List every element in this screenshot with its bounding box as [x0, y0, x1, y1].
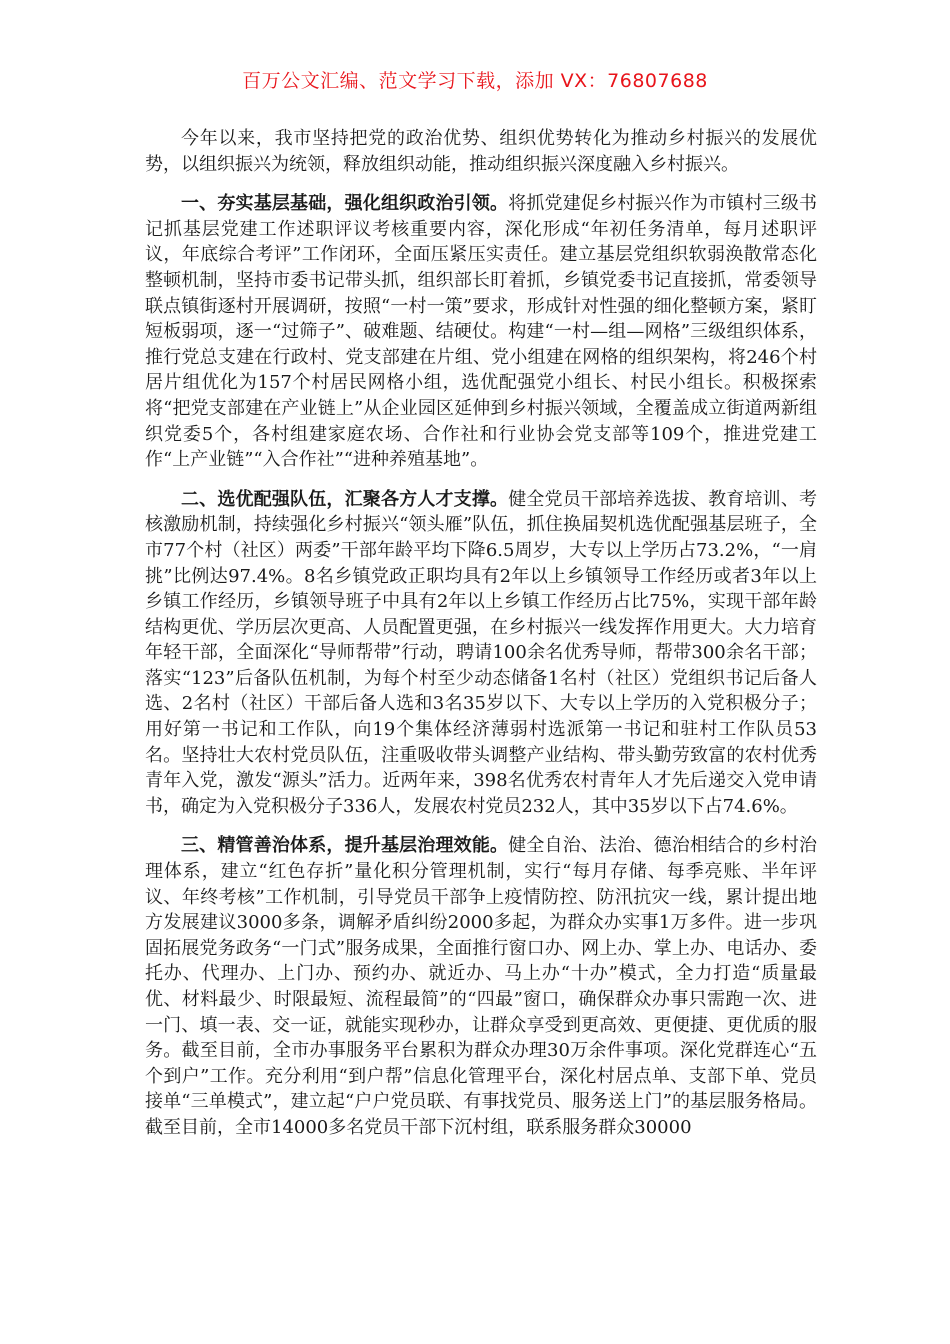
section-3-text: 健全自治、法治、德治相结合的乡村治理体系，建立“红色存折”量化积分管理机制，实行“每月存储、每季亮账、半年评议、年终考核”工作机制，引导党员干部争上疫情防控、防汛抗灾一线，累计提出地方发展建议3000多条，调解矛盾纠纷2000多起，为群众办实事1万多件。进一步巩固拓展党务政务“一门式”服务成果，全面推行窗口办、网上办、掌上办、电话办、委托办、代理办、上门办、预约办、就近办、马上办“十办”模式，全力打造“质量最优、材料最少、时限最短、流程最简”的“四最”窗口，确保群众办事只需跑一次、进一门、填一表、交一证，就能实现秒办，让群众享受到更高效、更便捷、更优质的服务。截至目前，全市办事服务平台累积为群众办理30万余件事项。深化党群连心“五个到户”工作。充分利用“到户帮”信息化管理平台，深化村居点单、支部下单、党员接单“三单模式”，建立起“户户党员联、有事找党员、服务送上门”的基层服务格局。截至目前，全市14000多名党员干部下沉村组，联系服务群众30000 — [145, 835, 818, 1138]
section-1-heading: 一、夯实基层基础，强化组织政治引领。 — [181, 193, 509, 215]
paragraph-intro-text: 今年以来，我市坚持把党的政治优势、组织优势转化为推动乡村振兴的发展优势，以组织振兴为统领，释放组织动能，推动组织振兴深度融入乡村振兴。 — [145, 128, 817, 175]
paragraph-section-1 — [145, 191, 817, 473]
header-banner: 百万公文汇编、范文学习下载，添加 VX：76807688 — [242, 70, 708, 92]
paragraph-section-2 — [145, 487, 817, 820]
section-2-text: 健全党员干部培养选拔、教育培训、考核激励机制，持续强化乡村振兴“领头雁”队伍，抓住换届契机选优配强基层班子，全市77个村（社区）两委”干部年龄平均下降6.5周岁，大专以上学历占73.2%，“一肩挑”比例达97.4%。8名乡镇党政正职均具有2年以上乡镇领导工作经历或者3年以上乡镇工作经历，乡镇领导班子中具有2年以上乡镇工作经历占比75%，实现干部年龄结构更优、学历层次更高、人员配置更强，在乡村振兴一线发挥作用更大。大力培育年轻干部，全面深化“导师帮带”行动，聘请100余名优秀导师，帮带300余名干部；落实“123”后备队伍机制，为每个村至少动态储备1名村（社区）党组织书记后备人选、2名村（社区）干部后备人选和3名35岁以下、大专以上学历的入党积极分子；用好第一书记和工作队，向19个集体经济薄弱村选派第一书记和驻村工作队员53名。坚持壮大农村党员队伍，注重吸收带头调整产业结构、带头勤劳致富的农村优秀青年入党，激发“源头”活力。近两年来，398名优秀农村青年人才先后递交入党申请书，确定为入党积极分子336人，发展农村党员232人，其中35岁以下占74.6%。 — [145, 488, 818, 817]
paragraph-section-3 — [145, 833, 817, 1140]
paragraph-intro — [145, 126, 817, 177]
section-1-text: 将抓党建促乡村振兴作为市镇村三级书记抓基层党建工作述职评议考核重要内容，深化形成“年初任务清单，每月述职评议，年底综合考评”工作闭环，全面压紧压实责任。建立基层党组织软弱涣散常态化整顿机制，坚持市委书记带头抓，组织部长盯着抓，乡镇党委书记直接抓，常委领导联点镇街逐村开展调研，按照“一村一策”要求，形成针对性强的细化整顿方案，紧盯短板弱项，逐一“过筛子”、破难题、结硬仗。构建“一村—组—网格”三级组织体系，推行党总支建在行政村、党支部建在片组、党小组建在网格的组织架构，将246个村居片组优化为157个村居民网格小组，选优配强党小组长、村民小组长。积极探索将“把党支部建在产业链上”从企业园区延伸到乡村振兴领域，全覆盖成立街道两新组织党委5个，各村组建家庭农场、合作社和行业协会党支部等109个，推进党建工作“上产业链”“入合作社”“进种养殖基地”。 — [145, 193, 818, 471]
section-3-heading: 三、精管善治体系，提升基层治理效能。 — [181, 835, 509, 857]
document-body — [145, 126, 817, 1155]
section-2-heading: 二、选优配强队伍，汇聚各方人才支撑。 — [181, 488, 509, 510]
